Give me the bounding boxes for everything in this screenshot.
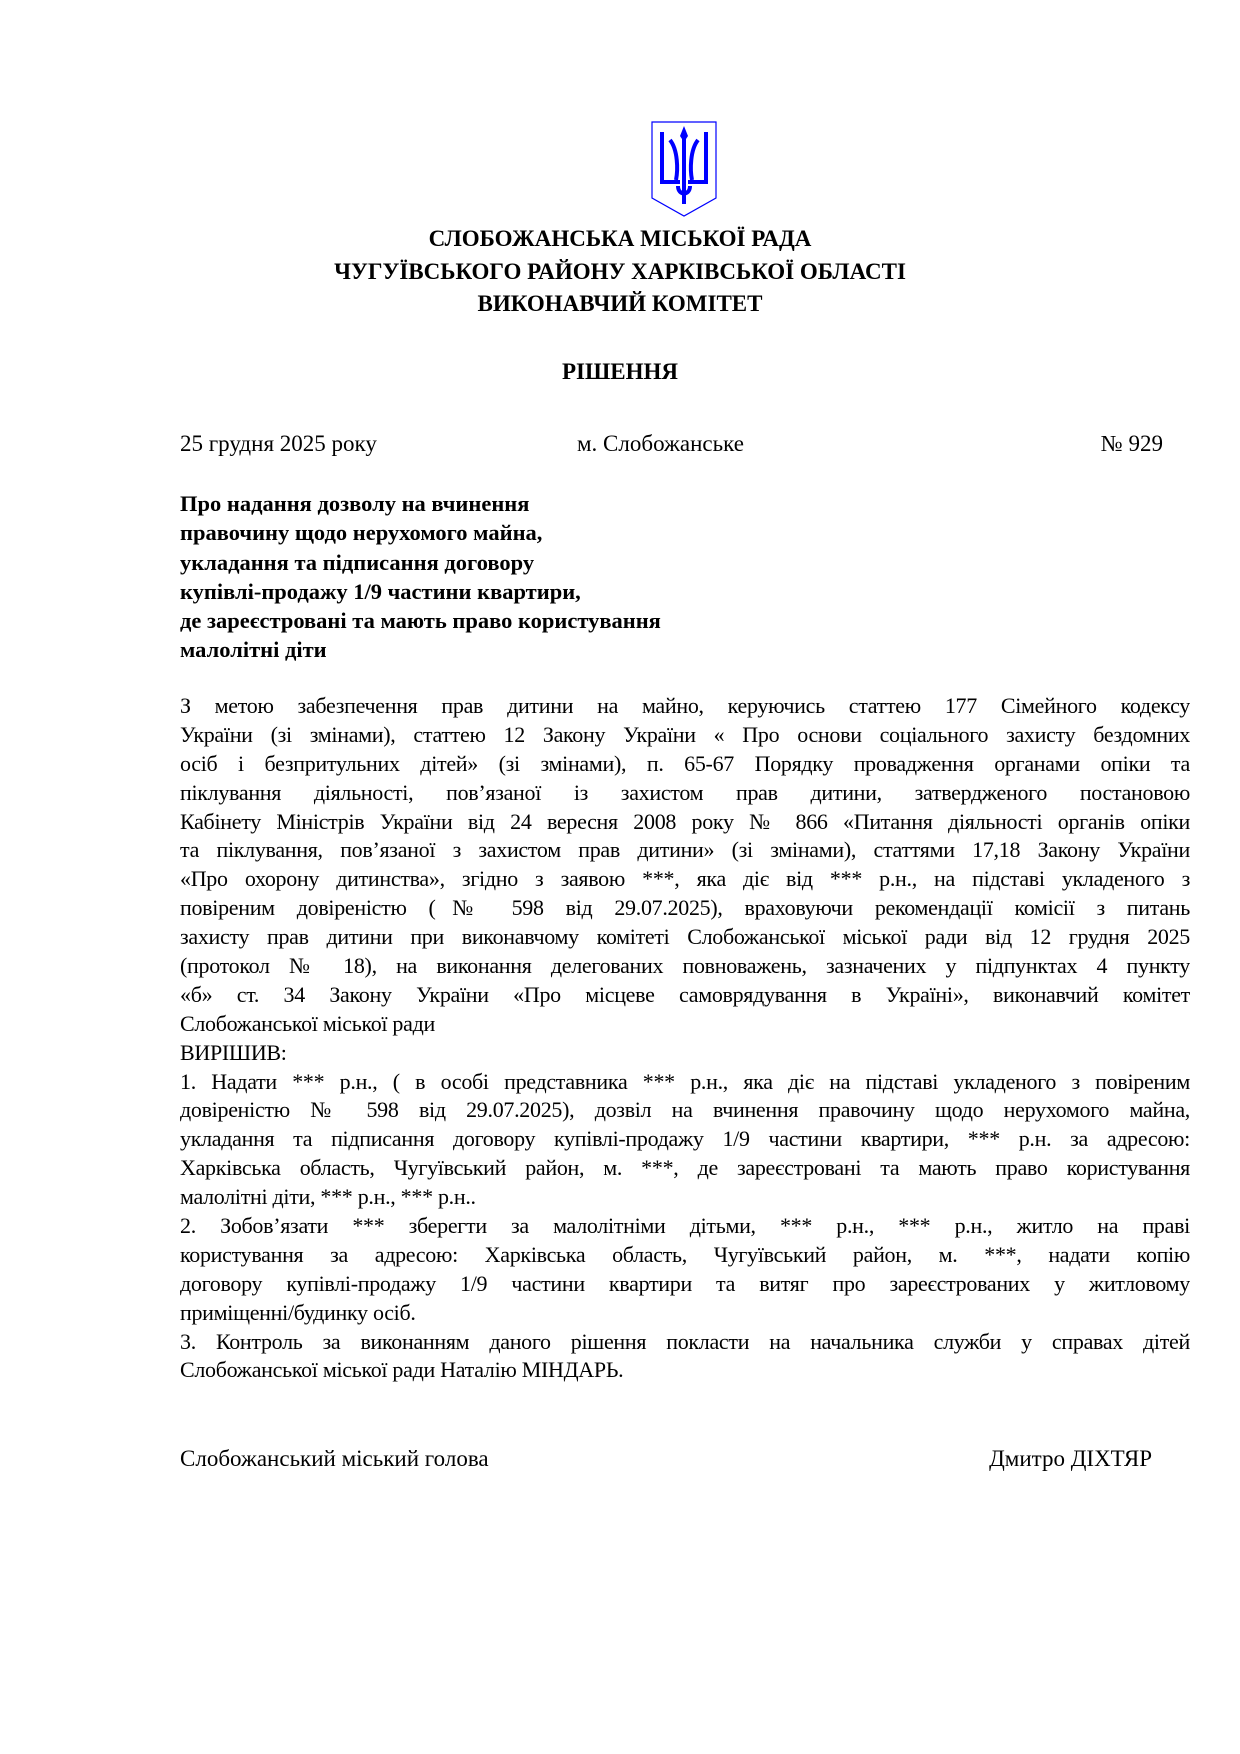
body-line: Слобожанської міської ради (180, 1010, 435, 1036)
body-line: приміщенні/будинку осіб. (180, 1299, 416, 1325)
body-line: малолітні діти, *** р.н., *** р.н.. (180, 1184, 476, 1210)
subject-line: де зареєстровані та мають право користування (180, 608, 661, 634)
body-line: повіреним довіреністю (№ 598 від 29.07.2025), враховуючи рекомендації комісії з питань (180, 895, 1190, 921)
body-line: Слобожанської міської ради Наталію МІНДАРЬ. (180, 1357, 624, 1383)
body-line: осіб і безпритульних дітей» (зі змінами), п. 65-67 Порядку провадження органами опіки та (180, 750, 1190, 776)
ukraine-trident-emblem-icon (650, 120, 718, 218)
body-line: України (зі змінами), статтею 12 Закону України « Про основи соціального захисту бездомних (180, 721, 1190, 747)
committee-name: ВИКОНАВЧИЙ КОМІТЕТ (477, 291, 763, 316)
body-line: довіреністю № 598 від 29.07.2025), дозвіл на вчинення правочину щодо нерухомого майна, (180, 1097, 1190, 1123)
body-line: З метою забезпечення прав дитини на майно, керуючись статтею 177 Сімейного кодексу (180, 693, 1190, 718)
decision-subject (180, 489, 661, 665)
subject-line: укладання та підписання договору (180, 549, 535, 575)
body-line: 1. Надати *** р.н., ( в особі представника *** р.н., яка діє на підставі укладеного з повіреним (180, 1068, 1190, 1094)
decision-place: м. Слобожанське (577, 431, 744, 456)
decision-date: 25 грудня 2025 року (180, 431, 377, 456)
body-line: користування за адресою: Харківська область, Чугуївський район, м. ***, надати копію (180, 1241, 1190, 1267)
subject-line: купівлі-продажу 1/9 частини квартири, (180, 578, 581, 604)
body-line: договору купівлі-продажу 1/9 частини квартири та витяг про зареєстрованих у житловому (180, 1270, 1190, 1296)
body-line: захисту прав дитини при виконавчому комітеті Слобожанської міської ради від 12 грудня 2025 (180, 924, 1190, 950)
subject-line: Про надання дозволу на вчинення (180, 491, 530, 516)
body-line: (протокол № 18), на виконання делегованих повноважень, зазначених у підпунктах 4 пункту (180, 953, 1190, 979)
body-line: укладання та підписання договору купівлі-продажу 1/9 частини квартири, *** р.н. за адресою: (180, 1126, 1190, 1152)
body-line: Харківська область, Чугуївський район, м. ***, де зареєстровані та мають право користування (180, 1155, 1190, 1181)
district-name: ЧУГУЇВСЬКОГО РАЙОНУ ХАРКІВСЬКОЇ ОБЛАСТІ (334, 259, 906, 284)
body-line: та піклування, пов’язаної з захистом прав дитини» (зі змінами), статтями 17,18 Закону України (180, 837, 1190, 863)
council-name: СЛОБОЖАНСЬКА МІСЬКОЇ РАДА (428, 226, 812, 251)
body-line: 3. Контроль за виконанням даного рішення покласти на начальника служби у справах дітей (180, 1328, 1190, 1354)
subject-line: малолітні діти (180, 637, 327, 663)
signatory-name: Дмитро ДІХТЯР (989, 1446, 1152, 1471)
decision-body (180, 692, 1190, 1385)
document-type: РІШЕННЯ (562, 359, 678, 384)
decision-number: № 929 (1100, 431, 1163, 456)
body-line: Кабінету Міністрів України від 24 вересня 2008 року № 866 «Питання діяльності органів опіки (180, 808, 1190, 834)
subject-line: правочину щодо нерухомого майна, (180, 520, 543, 546)
body-line: ВИРІШИВ: (180, 1039, 287, 1065)
body-line: 2. Зобов’язати *** зберегти за малолітніми дітьми, *** р.н., *** р.н., житло на праві (180, 1213, 1190, 1239)
body-line: «б» ст. 34 Закону України «Про місцеве самоврядування в Україні», виконавчий комітет (180, 981, 1190, 1007)
signatory-position: Слобожанський міський голова (180, 1446, 489, 1471)
body-line: «Про охорону дитинства», згідно з заявою ***, яка діє від *** р.н., на підставі укладеного з (180, 866, 1190, 892)
body-line: піклування діяльності, пов’язаної із захистом прав дитини, затвердженого постановою (180, 779, 1190, 805)
